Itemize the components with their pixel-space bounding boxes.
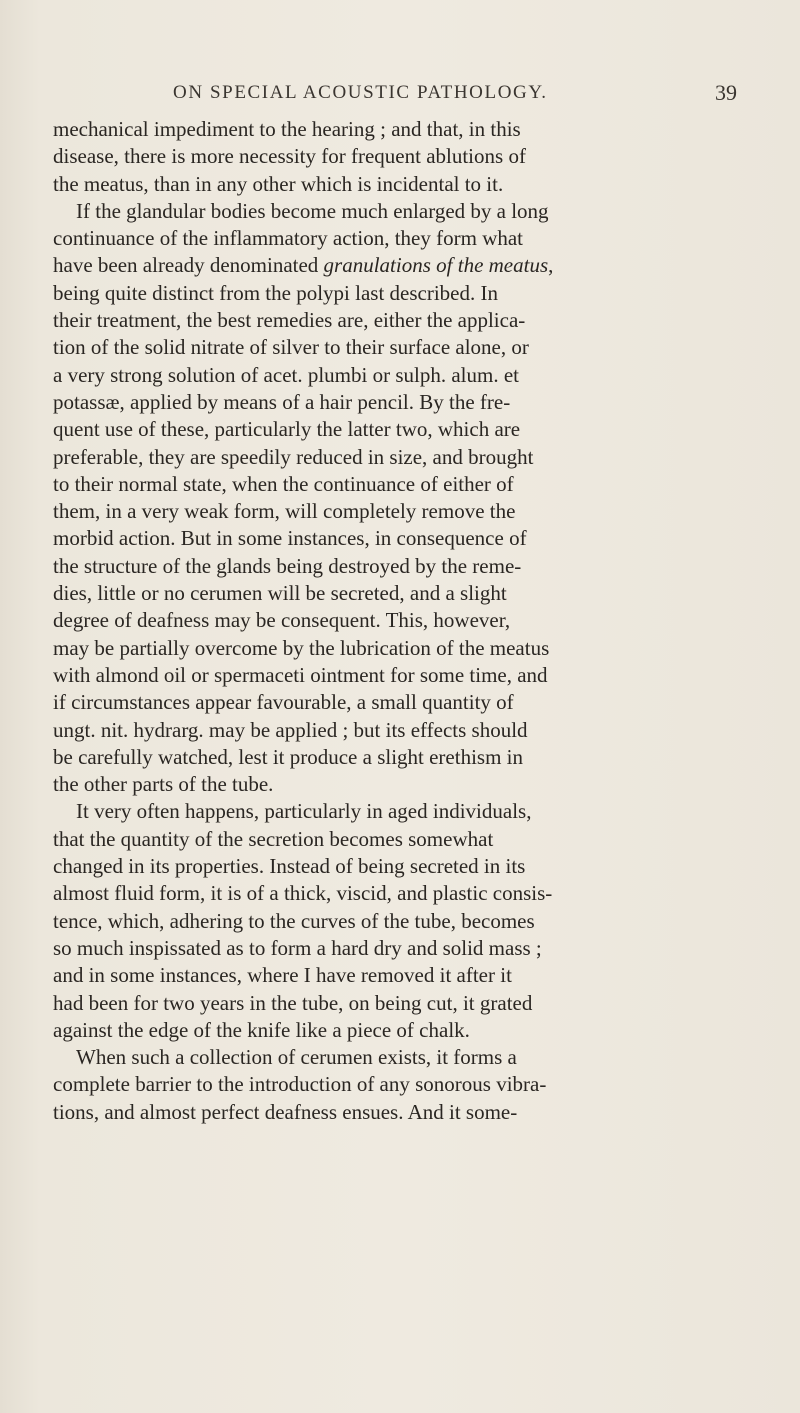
italic-term: granulations of the meatus	[323, 253, 549, 278]
text-line: It very often happens, particularly in aged individuals,	[76, 799, 532, 824]
text-line: being quite distinct from the polypi last described. In	[53, 280, 498, 305]
text-line: disease, there is more necessity for frequent ablutions of	[53, 144, 526, 169]
text-line: tion of the solid nitrate of silver to their surface alone, or	[53, 335, 529, 360]
text-line: be carefully watched, lest it produce a slight erethism in	[53, 744, 524, 769]
text-line: so much inspissated as to form a hard dry and solid mass ;	[53, 935, 542, 960]
text-line: against the edge of the knife like a piece of chalk.	[53, 1017, 470, 1042]
text-span: have been already denominated	[53, 253, 324, 278]
text-line: ungt. nit. hydrarg. may be applied ; but its effects should	[53, 717, 528, 742]
text-line: if circumstances appear favourable, a small quantity of	[53, 690, 514, 715]
text-line: degree of deafness may be consequent. This, however,	[53, 608, 511, 633]
text-line: mechanical impediment to the hearing ; and that, in this	[53, 117, 521, 141]
text-line: complete barrier to the introduction of any sonorous vibra-	[53, 1072, 547, 1097]
running-head-title: ON SPECIAL ACOUSTIC PATHOLOGY.	[173, 82, 548, 103]
text-line: dies, little or no cerumen will be secreted, and a slight	[53, 581, 507, 606]
text-line: the other parts of the tube.	[53, 772, 274, 797]
text-line: had been for two years in the tube, on being cut, it grated	[53, 990, 533, 1015]
text-line: that the quantity of the secretion becomes somewhat	[53, 826, 494, 851]
text-line: preferable, they are speedily reduced in size, and brought	[53, 444, 534, 469]
text-line: their treatment, the best remedies are, either the applica-	[53, 308, 526, 333]
text-line: the meatus, than in any other which is incidental to it.	[53, 171, 504, 196]
running-head	[0, 82, 800, 112]
text-line: tence, which, adhering to the curves of the tube, becomes	[53, 908, 535, 933]
text-line: the structure of the glands being destroyed by the reme-	[53, 553, 522, 578]
text-line: When such a collection of cerumen exists, it forms a	[76, 1045, 517, 1070]
text-line: almost fluid form, it is of a thick, viscid, and plastic consis-	[53, 881, 553, 906]
text-line: with almond oil or spermaceti ointment for some time, and	[53, 662, 548, 687]
text-line: to their normal state, when the continuance of either of	[53, 471, 514, 496]
text-line: them, in a very weak form, will completely remove the	[53, 499, 516, 524]
text-line: potassæ, applied by means of a hair pencil. By the fre-	[53, 389, 511, 414]
text-line: changed in its properties. Instead of being secreted in its	[53, 854, 526, 879]
text-line: tions, and almost perfect deafness ensues. And it some-	[53, 1099, 518, 1124]
page-number: 39	[715, 80, 737, 105]
text-line: and in some instances, where I have removed it after it	[53, 963, 512, 988]
text-line: may be partially overcome by the lubrication of the meatus	[53, 635, 550, 660]
text-line: a very strong solution of acet. plumbi or sulph. alum. et	[53, 362, 519, 387]
text-line: If the glandular bodies become much enlarged by a long	[76, 198, 549, 223]
text-line	[53, 252, 753, 279]
text-line: continuance of the inflammatory action, they form what	[53, 226, 524, 251]
text-line: quent use of these, particularly the latter two, which are	[53, 417, 521, 442]
body-text	[53, 116, 753, 1126]
text-span: ,	[548, 253, 554, 278]
text-line: morbid action. But in some instances, in consequence of	[53, 526, 527, 551]
